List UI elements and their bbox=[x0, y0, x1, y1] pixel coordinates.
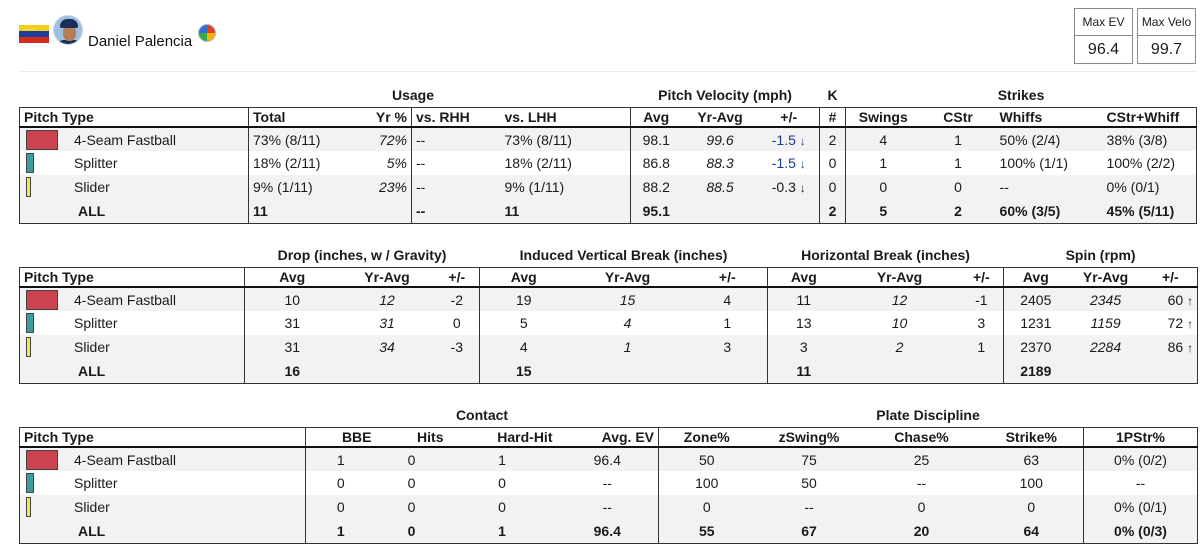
group-spacer bbox=[20, 243, 245, 267]
cell-spin-avg: 2370 bbox=[1004, 335, 1068, 359]
all-label: ALL bbox=[20, 359, 245, 383]
cell-cstr-whiff: 0% (0/1) bbox=[1103, 175, 1197, 199]
cell-chase: -- bbox=[916, 475, 927, 491]
slider-swatch bbox=[26, 497, 31, 517]
down-arrow-icon: ↓ bbox=[799, 133, 806, 148]
col-velo-avg: Avg bbox=[631, 107, 682, 127]
cell-velo-avg: 86.8 bbox=[631, 151, 682, 175]
col-hb-yr-avg: Yr-Avg bbox=[840, 267, 960, 287]
cell-spin-diff bbox=[1144, 287, 1198, 311]
col-zone: Zone% bbox=[659, 427, 755, 447]
player-name: Daniel Palencia bbox=[88, 33, 193, 50]
cell-cstr: 1 bbox=[921, 127, 996, 151]
cell-ivb-diff: 1 bbox=[723, 315, 732, 331]
pitch-type-cell bbox=[20, 127, 249, 151]
usage-table bbox=[19, 83, 1197, 224]
cell-yr-pct: 5% bbox=[386, 155, 407, 171]
cell-chase: 20 bbox=[864, 519, 980, 543]
col-chase: Chase% bbox=[864, 427, 980, 447]
cell-empty bbox=[840, 359, 960, 383]
table-row-all bbox=[20, 199, 1197, 223]
col-avg-ev: Avg. EV bbox=[557, 427, 659, 447]
group-spacer bbox=[20, 403, 306, 427]
cell-spin-yr-avg: 2284 bbox=[1068, 335, 1144, 359]
table-row bbox=[20, 447, 1198, 471]
cell-empty bbox=[568, 359, 688, 383]
group-velocity: Pitch Velocity (mph) bbox=[658, 86, 792, 103]
cell-spin-yr-avg: 1159 bbox=[1090, 315, 1121, 331]
splitter-swatch bbox=[26, 313, 34, 333]
down-arrow-icon: ↓ bbox=[799, 157, 806, 171]
max-velo-box bbox=[1137, 8, 1196, 64]
col-cstr: CStr bbox=[921, 107, 996, 127]
cell-zone: 50 bbox=[659, 447, 755, 471]
team-logo-icon bbox=[198, 24, 216, 42]
cell-yr-pct: 72% bbox=[346, 127, 412, 151]
cell-cstr: 0 bbox=[921, 175, 996, 199]
velo-diff-value: -1.5 bbox=[771, 155, 796, 171]
table-row-all bbox=[20, 359, 1198, 383]
cell-ivb-yr-avg: 15 bbox=[568, 287, 688, 311]
pitch-name: Splitter bbox=[74, 315, 118, 331]
cell-drop-yr-avg: 12 bbox=[340, 287, 435, 311]
cell-swings: 1 bbox=[846, 151, 921, 175]
col-drop-diff: +/- bbox=[435, 267, 480, 287]
cell-bbe: 0 bbox=[306, 495, 376, 519]
table-row bbox=[20, 287, 1198, 311]
cell-velo-avg: 95.1 bbox=[631, 199, 682, 223]
cell-spin-avg: 2405 bbox=[1004, 287, 1068, 311]
pitch-name: Slider bbox=[74, 339, 110, 355]
velo-diff-value: -1.5 bbox=[771, 131, 796, 148]
cell-drop-avg: 16 bbox=[245, 359, 340, 383]
cell-first-pitch-strike: -- bbox=[1084, 471, 1198, 495]
cell-empty bbox=[435, 359, 480, 383]
cell-hb-diff: 1 bbox=[960, 335, 1004, 359]
cell-lhh: 9% (1/11) bbox=[501, 175, 631, 199]
max-velo-value: 99.7 bbox=[1150, 41, 1183, 58]
cell-hb-yr-avg: 10 bbox=[891, 315, 908, 331]
max-ev-box bbox=[1074, 8, 1133, 64]
cell-empty bbox=[346, 199, 412, 223]
fastball-swatch bbox=[26, 290, 58, 310]
col-hits: Hits bbox=[376, 427, 448, 447]
contact-table bbox=[19, 403, 1198, 544]
cell-swings: 0 bbox=[846, 175, 921, 199]
cell-swings: 4 bbox=[846, 127, 921, 151]
cell-drop-diff: -2 bbox=[435, 287, 480, 311]
col-hb-avg: Avg bbox=[768, 267, 840, 287]
col-vs-rhh: vs. RHH bbox=[412, 107, 501, 127]
cell-hb-avg: 11 bbox=[768, 287, 840, 311]
col-ivb-avg: Avg bbox=[480, 267, 568, 287]
pitch-name: Slider bbox=[74, 179, 110, 195]
cell-empty bbox=[688, 359, 768, 383]
cell-spin-avg: 1231 bbox=[1004, 311, 1068, 335]
cell-ivb-yr-avg: 1 bbox=[568, 335, 688, 359]
player-header bbox=[0, 0, 1200, 70]
cell-ivb-avg: 4 bbox=[480, 335, 568, 359]
cell-lhh: 18% (2/11) bbox=[504, 155, 572, 171]
cell-zone: 0 bbox=[659, 495, 755, 519]
cell-rhh: -- bbox=[412, 151, 501, 175]
pitch-name: 4-Seam Fastball bbox=[74, 132, 176, 148]
cell-hb-avg: 11 bbox=[768, 359, 840, 383]
cell-first-pitch-strike: 0% (0/1) bbox=[1084, 495, 1198, 519]
col-k-count: # bbox=[820, 107, 846, 127]
col-pitch-type: Pitch Type bbox=[20, 107, 249, 127]
cell-strike: 63 bbox=[980, 447, 1084, 471]
cell-zswing: -- bbox=[755, 495, 864, 519]
cell-k: 0 bbox=[820, 151, 846, 175]
cell-cstr-whiff: 100% (2/2) bbox=[1103, 151, 1197, 175]
cell-hits: 0 bbox=[376, 447, 448, 471]
col-swings: Swings bbox=[846, 107, 921, 127]
spin-diff-value: 60 bbox=[1167, 291, 1184, 308]
table-row bbox=[20, 311, 1198, 335]
cell-hits: 0 bbox=[376, 519, 448, 543]
cell-empty bbox=[682, 199, 759, 223]
up-arrow-icon: ↑ bbox=[1187, 317, 1194, 331]
cell-k: 2 bbox=[820, 199, 846, 223]
group-ivb: Induced Vertical Break (inches) bbox=[519, 246, 728, 263]
cell-drop-yr-avg: 31 bbox=[379, 315, 395, 331]
velo-diff-value: -0.3 bbox=[771, 179, 796, 195]
col-velo-yr-avg: Yr-Avg bbox=[682, 107, 759, 127]
cell-hb-yr-avg: 2 bbox=[840, 335, 960, 359]
col-drop-yr-avg: Yr-Avg bbox=[340, 267, 435, 287]
cell-bbe: 1 bbox=[306, 447, 376, 471]
cell-empty bbox=[1144, 359, 1198, 383]
cell-rhh: -- bbox=[412, 175, 501, 199]
group-hb: Horizontal Break (inches) bbox=[801, 246, 970, 263]
cell-strike: 100 bbox=[1019, 475, 1043, 491]
table-row bbox=[20, 127, 1197, 151]
cell-spin-diff bbox=[1144, 335, 1198, 359]
cell-velo-avg: 98.1 bbox=[631, 127, 682, 151]
table-row bbox=[20, 175, 1197, 199]
cell-drop-avg: 10 bbox=[245, 287, 340, 311]
group-contact: Contact bbox=[455, 406, 509, 423]
cell-avg-ev: 96.4 bbox=[557, 447, 659, 471]
cell-bbe: 1 bbox=[306, 519, 376, 543]
cell-hard-hit: 0 bbox=[448, 495, 557, 519]
group-spin: Spin (rpm) bbox=[1065, 246, 1136, 263]
cell-hard-hit: 1 bbox=[448, 447, 557, 471]
cell-chase: 0 bbox=[864, 495, 980, 519]
fastball-swatch bbox=[26, 450, 58, 470]
col-strike: Strike% bbox=[980, 427, 1084, 447]
cell-rhh: -- bbox=[412, 199, 501, 223]
cell-avg-ev: -- bbox=[602, 475, 612, 491]
cell-first-pitch-strike: 0% (0/3) bbox=[1084, 519, 1198, 543]
max-ev-value: 96.4 bbox=[1087, 41, 1120, 58]
cell-bbe: 0 bbox=[306, 471, 376, 495]
cell-hb-diff: 3 bbox=[977, 315, 986, 331]
cell-rhh: -- bbox=[412, 127, 501, 151]
col-whiffs: Whiffs bbox=[996, 107, 1103, 127]
col-spin-avg: Avg bbox=[1004, 267, 1068, 287]
cell-zswing: 75 bbox=[755, 447, 864, 471]
col-ivb-diff: +/- bbox=[688, 267, 768, 287]
pitch-type-cell bbox=[20, 447, 306, 471]
cell-empty bbox=[759, 199, 820, 223]
col-drop-avg: Avg bbox=[245, 267, 340, 287]
col-total: Total bbox=[249, 107, 346, 127]
cell-chase: 25 bbox=[864, 447, 980, 471]
cell-velo-yr-avg: 88.3 bbox=[706, 155, 734, 171]
cell-lhh: 73% (8/11) bbox=[501, 127, 631, 151]
pitch-type-cell bbox=[20, 335, 245, 359]
cell-ivb-avg: 5 bbox=[480, 311, 568, 335]
cell-yr-pct: 23% bbox=[346, 175, 412, 199]
slider-swatch bbox=[26, 337, 31, 357]
cell-spin-diff bbox=[1144, 311, 1198, 335]
cell-velo-avg: 88.2 bbox=[631, 175, 682, 199]
cell-zone: 100 bbox=[659, 471, 755, 495]
cell-total: 73% (8/11) bbox=[249, 127, 346, 151]
cell-hb-diff: -1 bbox=[960, 287, 1004, 311]
cell-drop-yr-avg: 34 bbox=[340, 335, 435, 359]
cell-ivb-avg: 19 bbox=[480, 287, 568, 311]
col-spin-yr-avg: Yr-Avg bbox=[1068, 267, 1144, 287]
cell-spin-avg: 2189 bbox=[1004, 359, 1068, 383]
pitch-type-cell bbox=[20, 471, 306, 495]
cell-empty bbox=[340, 359, 435, 383]
cell-cstr: 2 bbox=[921, 199, 996, 223]
fastball-swatch bbox=[26, 130, 58, 150]
all-label: ALL bbox=[20, 199, 249, 223]
table-row-all bbox=[20, 519, 1198, 543]
cell-drop-diff: 0 bbox=[452, 315, 461, 331]
cell-whiffs: -- bbox=[996, 175, 1103, 199]
pitch-type-cell bbox=[20, 151, 249, 175]
col-velo-diff: +/- bbox=[759, 107, 820, 127]
pitch-name: Splitter bbox=[74, 155, 118, 171]
col-hb-diff: +/- bbox=[960, 267, 1004, 287]
col-first-pitch-strike: 1PStr% bbox=[1084, 427, 1198, 447]
cell-lhh: 11 bbox=[501, 199, 631, 223]
cell-zswing: 67 bbox=[755, 519, 864, 543]
col-pitch-type: Pitch Type bbox=[20, 267, 245, 287]
cell-zone: 55 bbox=[659, 519, 755, 543]
venezuela-flag-icon bbox=[19, 25, 49, 43]
cell-ivb-diff: 4 bbox=[688, 287, 768, 311]
max-velo-label: Max Velo bbox=[1138, 9, 1195, 36]
slider-swatch bbox=[26, 177, 31, 197]
cell-hard-hit: 1 bbox=[448, 519, 557, 543]
cell-ivb-yr-avg: 4 bbox=[623, 315, 632, 331]
splitter-swatch bbox=[26, 153, 34, 173]
pitch-type-cell bbox=[20, 311, 245, 335]
pitch-name: 4-Seam Fastball bbox=[74, 292, 176, 308]
group-drop: Drop (inches, w / Gravity) bbox=[277, 246, 447, 263]
cell-velo-yr-avg: 88.5 bbox=[682, 175, 759, 199]
cell-hb-yr-avg: 12 bbox=[840, 287, 960, 311]
col-pitch-type: Pitch Type bbox=[20, 427, 306, 447]
pitch-type-cell bbox=[20, 495, 306, 519]
cell-strike: 64 bbox=[980, 519, 1084, 543]
pitch-type-cell bbox=[20, 175, 249, 199]
cell-zswing: 50 bbox=[801, 475, 817, 491]
cell-whiffs: 100% (1/1) bbox=[999, 155, 1069, 171]
cell-hard-hit: 0 bbox=[498, 475, 506, 491]
group-k: K bbox=[827, 86, 838, 103]
cell-velo-yr-avg: 99.6 bbox=[682, 127, 759, 151]
cell-whiffs: 60% (3/5) bbox=[996, 199, 1103, 223]
cell-cstr-whiff: 45% (5/11) bbox=[1103, 199, 1197, 223]
cell-avg-ev: 96.4 bbox=[557, 519, 659, 543]
all-label: ALL bbox=[20, 519, 306, 543]
cell-whiffs: 50% (2/4) bbox=[996, 127, 1103, 151]
cell-spin-yr-avg: 2345 bbox=[1068, 287, 1144, 311]
cell-ivb-avg: 15 bbox=[480, 359, 568, 383]
header-divider bbox=[19, 71, 1197, 72]
spin-diff-value: 72 bbox=[1167, 315, 1184, 331]
cell-ivb-diff: 3 bbox=[688, 335, 768, 359]
max-ev-label: Max EV bbox=[1075, 9, 1132, 36]
group-strikes: Strikes bbox=[997, 86, 1045, 103]
table-row bbox=[20, 471, 1198, 495]
col-spin-diff: +/- bbox=[1144, 267, 1198, 287]
cell-velo-diff bbox=[759, 151, 820, 175]
splitter-swatch bbox=[26, 473, 34, 493]
cell-drop-avg: 31 bbox=[245, 335, 340, 359]
down-arrow-icon: ↓ bbox=[799, 181, 806, 195]
cell-k: 0 bbox=[820, 175, 846, 199]
table-row bbox=[20, 151, 1197, 175]
cell-velo-diff bbox=[759, 175, 820, 199]
table-row bbox=[20, 335, 1198, 359]
col-hard-hit: Hard-Hit bbox=[448, 427, 557, 447]
col-ivb-yr-avg: Yr-Avg bbox=[568, 267, 688, 287]
cell-drop-diff: -3 bbox=[435, 335, 480, 359]
cell-hits: 0 bbox=[376, 495, 448, 519]
movement-table bbox=[19, 243, 1198, 384]
pitch-name: 4-Seam Fastball bbox=[74, 452, 176, 468]
group-usage: Usage bbox=[391, 86, 435, 103]
cell-empty bbox=[960, 359, 1004, 383]
group-discipline: Plate Discipline bbox=[876, 406, 980, 423]
up-arrow-icon: ↑ bbox=[1187, 293, 1194, 308]
cell-hb-avg: 13 bbox=[768, 311, 840, 335]
pitch-type-cell bbox=[20, 287, 245, 311]
pitch-name: Slider bbox=[74, 499, 110, 515]
col-vs-lhh: vs. LHH bbox=[501, 107, 631, 127]
cell-first-pitch-strike: 0% (0/2) bbox=[1084, 447, 1198, 471]
cell-strike: 0 bbox=[980, 495, 1084, 519]
cell-avg-ev: -- bbox=[557, 495, 659, 519]
cell-total: 11 bbox=[249, 199, 346, 223]
cell-total: 9% (1/11) bbox=[249, 175, 346, 199]
cell-empty bbox=[1068, 359, 1144, 383]
col-zswing: zSwing% bbox=[755, 427, 864, 447]
cell-cstr-whiff: 38% (3/8) bbox=[1103, 127, 1197, 151]
cell-hits: 0 bbox=[407, 475, 416, 491]
spin-diff-value: 86 bbox=[1167, 339, 1184, 355]
col-yr-pct: Yr % bbox=[346, 107, 412, 127]
cell-total: 18% (2/11) bbox=[249, 151, 346, 175]
table-row bbox=[20, 495, 1198, 519]
col-cstr-whiff: CStr+Whiff bbox=[1103, 107, 1197, 127]
avatar bbox=[53, 15, 83, 45]
up-arrow-icon: ↑ bbox=[1187, 341, 1194, 355]
pitch-name: Splitter bbox=[74, 475, 118, 491]
cell-velo-diff bbox=[759, 127, 820, 151]
cell-drop-avg: 31 bbox=[245, 311, 340, 335]
cell-swings: 5 bbox=[846, 199, 921, 223]
cell-k: 2 bbox=[820, 127, 846, 151]
cell-cstr: 1 bbox=[954, 155, 962, 171]
cell-hb-avg: 3 bbox=[768, 335, 840, 359]
col-bbe: BBE bbox=[306, 427, 376, 447]
